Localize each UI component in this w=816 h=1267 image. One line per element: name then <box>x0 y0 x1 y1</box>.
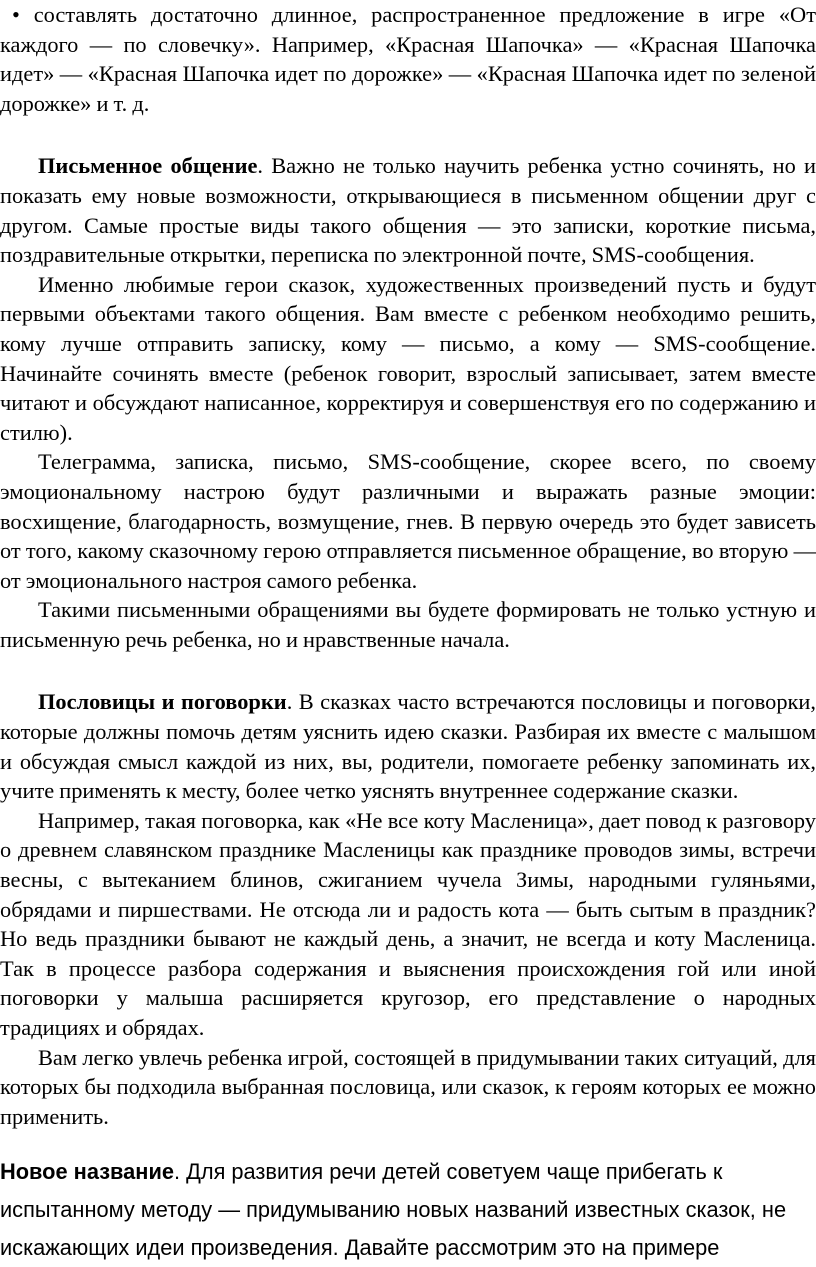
paragraph-gap <box>0 118 816 151</box>
body-paragraph: Именно любимые герои сказок, художественных произведений пусть и будут первыми объектами такого общения. Вам вместе с ребенком необходимо решить, кому лучше отправить записку, кому — письмо, а кому — SMS-сообщение. Начинайте сочинять вместе (ребенок говорит, взрослый записывает, затем вместе читают и обсуждают написанное, корректируя и совершенствуя его по содержанию и стилю). <box>0 271 816 445</box>
body-paragraph: Телеграмма, записка, письмо, SMS-сообщение, скорее всего, по своему эмоциональному настрою будут различными и выражать разные эмоции: восхищение, благодарность, возмущение, гнев. В первую очередь это будет зависеть от того, какому сказочному герою отправляется письменное обращение, во вторую — от эмоционального настроя самого ребенка. <box>0 449 816 593</box>
bullet-marker: • <box>12 2 20 27</box>
body-paragraph: Такими письменными обращениями вы будете формировать не только устную и письменную речь ребенка, но и нравственные начала. <box>0 597 816 652</box>
new-name-lead-text: . Для развития речи детей советуем чаще прибегать к испытанному методу — придумыванию новых названий известных сказок, не искажающих идеи произведения. Давайте рассмотрим это на примере <box>0 1159 787 1261</box>
section-heading-written-communication: Письменное общение <box>38 153 258 179</box>
paragraph-gap <box>0 654 816 687</box>
written-communication-lead-text: . Важно не только научить ребенка устно сочинять, но и показать ему новые возможности, открывающиеся в письменном общении друг с другом. Самые простые виды такого общения — это записки, короткие письма, поздравительные открытки, переписка по электронной почте, SMS-сообщения. <box>0 153 816 268</box>
paragraph-gap <box>0 1131 816 1153</box>
bullet-text: составлять достаточно длинное, распространенное предложение в игре «От каждого — по словечку». Например, «Красная Шапочка» — «Красная Шапочка идет» — «Красная Шапочка идет по дорожке» — «Красная Шапочка идет по зеленой дорожке» и т. д. <box>0 2 816 116</box>
bullet-paragraph <box>0 0 816 118</box>
proverbs-lead-text: . В сказках часто встречаются пословицы и поговорки, которые должны помочь детям уяснить идею сказки. Разбирая их вместе с малышом и обсуждая смысл каждой из них, вы, родители, помогаете ребенку запоминать их, учите применять к месту, более четко уяснять внутреннее содержание сказки. <box>0 689 816 804</box>
new-name-lead <box>0 1153 816 1267</box>
written-communication-lead <box>0 151 816 269</box>
body-paragraph: Вам легко увлечь ребенка игрой, состоящей в придумывании таких ситуаций, для которых бы подходила выбранная пословица, или сказок, к героям которых ее можно применить. <box>0 1044 816 1129</box>
section-heading-new-name: Новое название <box>0 1159 174 1185</box>
body-paragraph: Например, такая поговорка, как «Не все коту Масленица», дает повод к разговору о древнем славянском празднике Масленицы как празднике проводов зимы, встречи весны, с вытеканием блинов, сжиганием чучела Зимы, народными гуляньями, обрядами и пиршествами. Не отсюда ли и радость кота — быть сытым в праздник? Но ведь праздники бывают не каждый день, а значит, не всегда и коту Масленица. Так в процессе разбора содержания и выяснения происхождения гой или иной поговорки у малыша расширяется кругозор, его представление о народных традициях и обрядах. <box>0 807 816 1040</box>
section-heading-proverbs: Пословицы и поговорки <box>38 689 287 715</box>
proverbs-lead <box>0 687 816 805</box>
